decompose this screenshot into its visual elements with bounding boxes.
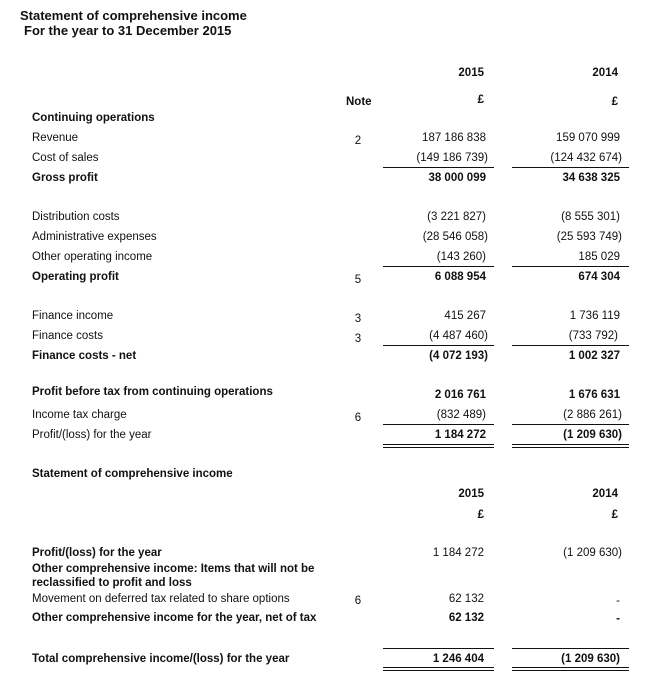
row-value-2015: 1 184 272 bbox=[434, 429, 486, 441]
col-2015-currency: £ bbox=[477, 509, 484, 521]
row-value-2015: (832 489) bbox=[436, 409, 486, 421]
row-note: 3 bbox=[354, 333, 362, 345]
row-label: Other operating income bbox=[32, 251, 153, 263]
total-double-rule bbox=[383, 667, 494, 671]
row-value-2014: 1 736 119 bbox=[569, 310, 620, 322]
row-label: Finance costs bbox=[32, 330, 103, 342]
total-value-2015: 1 246 404 bbox=[432, 653, 484, 665]
row-value-2014: 159 070 999 bbox=[556, 132, 620, 144]
row-label: Administrative expenses bbox=[32, 231, 157, 243]
row-value-2015: 415 267 bbox=[444, 310, 486, 322]
subtotal-rule bbox=[383, 167, 494, 168]
row-value-2014: (733 792) bbox=[568, 330, 618, 342]
row-label-continued: reclassified to profit and loss bbox=[32, 577, 192, 589]
row-value-2015: (28 546 058) bbox=[422, 231, 488, 243]
subtotal-rule bbox=[512, 345, 629, 346]
row-value-2015: 62 132 bbox=[448, 593, 484, 605]
row-value-2014: (1 209 630) bbox=[563, 547, 622, 559]
row-value-2014: - bbox=[616, 595, 620, 607]
row-value-2015: (149 186 739) bbox=[416, 152, 488, 164]
col-2014-currency: £ bbox=[611, 509, 618, 521]
section-heading-comprehensive: Statement of comprehensive income bbox=[32, 468, 233, 480]
row-value-2014: (25 593 749) bbox=[556, 231, 622, 243]
row-value-2014: 1 676 631 bbox=[568, 389, 620, 401]
col-2015-currency: £ bbox=[477, 94, 484, 106]
total-top-rule bbox=[383, 648, 494, 649]
row-value-2015: (143 260) bbox=[436, 251, 486, 263]
row-value-2014: - bbox=[616, 613, 620, 625]
row-value-2014: (2 886 261) bbox=[563, 409, 622, 421]
row-value-2015: 2 016 761 bbox=[434, 389, 486, 401]
row-value-2015: 187 186 838 bbox=[422, 132, 486, 144]
total-double-rule bbox=[512, 444, 629, 448]
row-value-2014: (8 555 301) bbox=[561, 211, 620, 223]
row-label: Movement on deferred tax related to share options bbox=[32, 593, 290, 605]
row-value-2015: (4 487 460) bbox=[429, 330, 488, 342]
row-label: Distribution costs bbox=[32, 211, 120, 223]
subtotal-rule bbox=[512, 266, 629, 267]
row-value-2015: 6 088 954 bbox=[434, 271, 486, 283]
col-2015-header: 2015 bbox=[458, 488, 484, 500]
note-header: Note bbox=[346, 96, 372, 108]
row-label: Finance income bbox=[32, 310, 114, 322]
total-double-rule bbox=[383, 444, 494, 448]
row-value-2014: (124 432 674) bbox=[550, 152, 622, 164]
section-heading-continuing: Continuing operations bbox=[32, 112, 155, 124]
row-label: Profit before tax from continuing operations bbox=[32, 386, 273, 398]
subtotal-rule bbox=[383, 424, 494, 425]
col-2014-header: 2014 bbox=[592, 488, 618, 500]
row-label: Profit/(loss) for the year bbox=[32, 547, 162, 559]
subtotal-rule bbox=[383, 345, 494, 346]
col-2014-header: 2014 bbox=[592, 67, 618, 79]
row-label: Gross profit bbox=[32, 172, 98, 184]
row-note: 6 bbox=[354, 412, 362, 424]
col-2015-header: 2015 bbox=[458, 67, 484, 79]
row-value-2015: 1 184 272 bbox=[432, 547, 484, 559]
row-note: 5 bbox=[354, 274, 362, 286]
page-title: Statement of comprehensive income bbox=[20, 8, 247, 23]
row-label: Profit/(loss) for the year bbox=[32, 429, 152, 441]
row-label: Revenue bbox=[32, 132, 79, 144]
row-label: Cost of sales bbox=[32, 152, 99, 164]
total-double-rule bbox=[512, 667, 629, 671]
row-note: 6 bbox=[354, 595, 362, 607]
row-value-2015: 38 000 099 bbox=[428, 172, 486, 184]
row-label: Other comprehensive income for the year, net of tax bbox=[32, 612, 317, 624]
subtotal-rule bbox=[512, 424, 629, 425]
row-note: 3 bbox=[354, 313, 362, 325]
row-label: Income tax charge bbox=[32, 409, 127, 421]
row-label: Finance costs - net bbox=[32, 350, 137, 362]
row-value-2014: (1 209 630) bbox=[563, 429, 622, 441]
row-value-2014: 674 304 bbox=[578, 271, 620, 283]
col-2014-currency: £ bbox=[611, 96, 618, 108]
row-label: Other comprehensive income: Items that will not be bbox=[32, 563, 315, 575]
total-label: Total comprehensive income/(loss) for the year bbox=[32, 653, 290, 665]
total-value-2014: (1 209 630) bbox=[561, 653, 620, 665]
row-value-2015: 62 132 bbox=[448, 612, 484, 624]
row-value-2015: (4 072 193) bbox=[429, 350, 488, 362]
period-subtitle: For the year to 31 December 2015 bbox=[24, 23, 232, 38]
row-value-2014: 1 002 327 bbox=[568, 350, 620, 362]
row-note: 2 bbox=[354, 135, 362, 147]
row-value-2015: (3 221 827) bbox=[427, 211, 486, 223]
subtotal-rule bbox=[383, 266, 494, 267]
row-value-2014: 185 029 bbox=[578, 251, 620, 263]
row-value-2014: 34 638 325 bbox=[562, 172, 620, 184]
subtotal-rule bbox=[512, 167, 629, 168]
total-top-rule bbox=[512, 648, 629, 649]
row-label: Operating profit bbox=[32, 271, 119, 283]
